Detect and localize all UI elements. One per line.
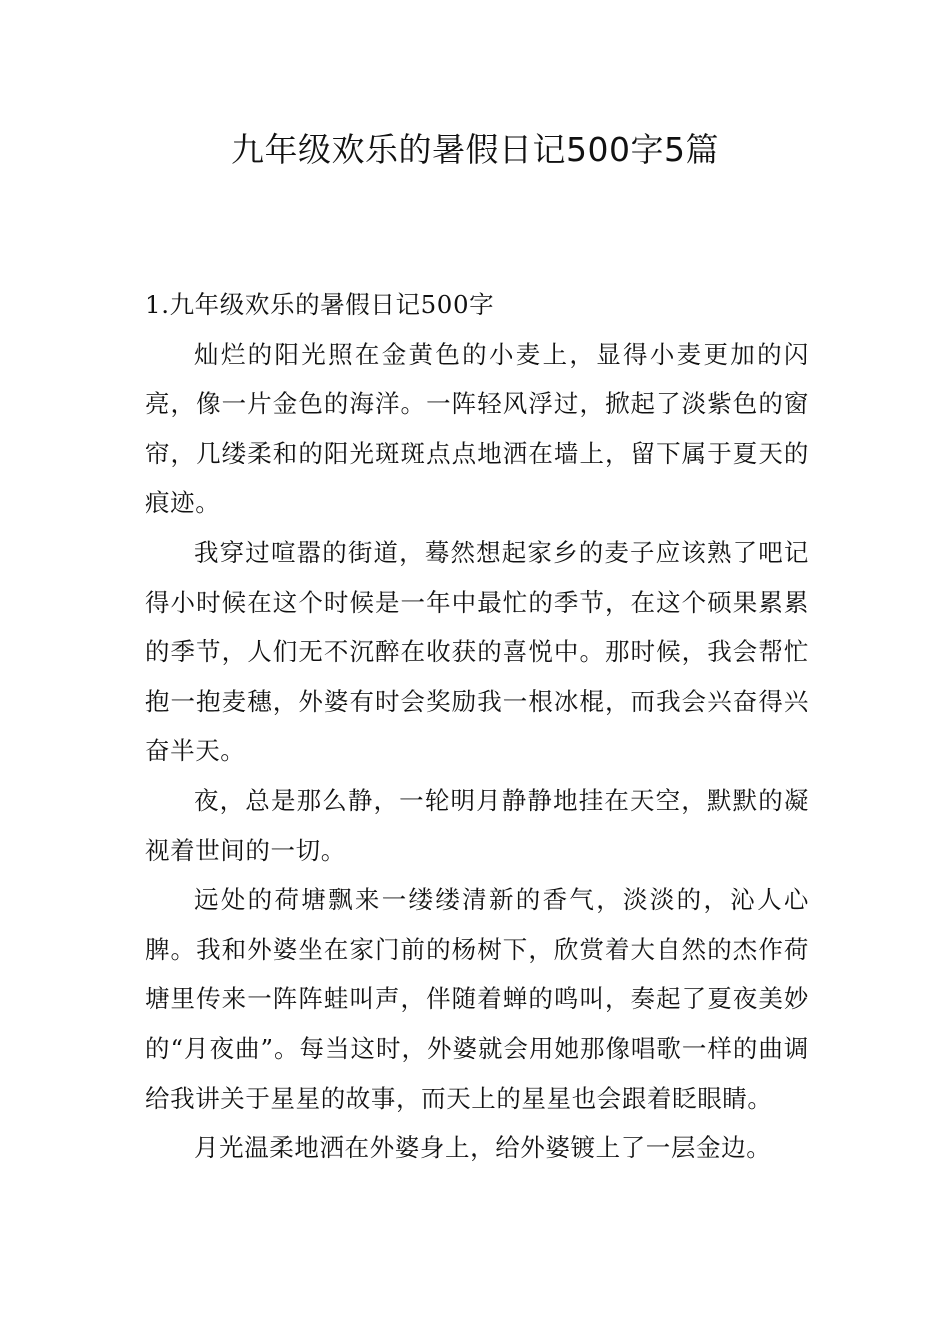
paragraph-1: 灿烂的阳光照在金黄色的小麦上，显得小麦更加的闪亮，像一片金色的海洋。一阵轻风浮过，掀起了淡紫色的窗帘，几缕柔和的阳光斑斑点点地洒在墙上，留下属于夏天的痕迹。 xyxy=(145,339,809,518)
section-heading: 1.九年级欢乐的暑假日记500字 xyxy=(145,290,495,319)
paragraph-4: 远处的荷塘飘来一缕缕清新的香气，淡淡的，沁人心脾。我和外婆坐在家门前的杨树下，欣赏着大自然的杰作荷塘里传来一阵阵蛙叫声，伴随着蝉的鸣叫，奏起了夏夜美妙的“月夜曲”。每当这时，外婆就会用她那像唱歌一样的曲调给我讲关于星星的故事，而天上的星星也会跟着眨眼睛。 xyxy=(145,885,809,1113)
paragraph-3: 夜，总是那么静，一轮明月静静地挂在天空，默默的凝视着世间的一切。 xyxy=(145,785,809,865)
document-body xyxy=(145,280,809,1173)
page-title: 九年级欢乐的暑假日记500字5篇 xyxy=(231,130,719,169)
paragraph-5: 月光温柔地洒在外婆身上，给外婆镀上了一层金边。 xyxy=(194,1133,772,1163)
paragraph-2: 我穿过喧嚣的街道，蓦然想起家乡的麦子应该熟了吧记得小时候在这个时候是一年中最忙的季节，在这个硕果累累的季节，人们无不沉醉在收获的喜悦中。那时候，我会帮忙抱一抱麦穗，外婆有时会奖励我一根冰棍，而我会兴奋得兴奋半天。 xyxy=(145,537,809,766)
